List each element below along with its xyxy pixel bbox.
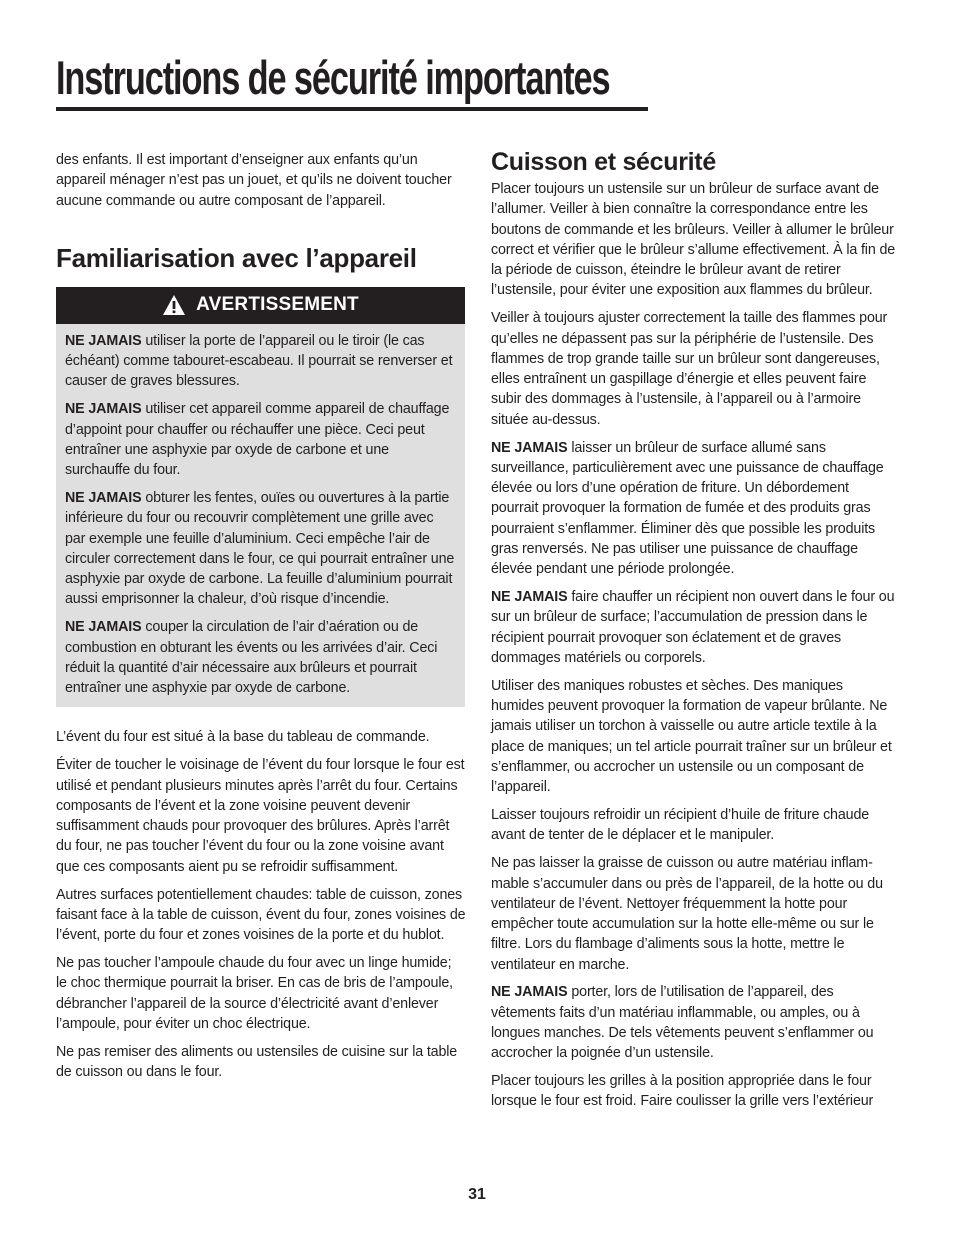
warning-item xyxy=(65,488,455,610)
warning-text: couper la circulation de l’air d’aération ou de combustion en obturant les évents ou les arrivées d’air. Ceci réduit la quantité d’air nécessaire aux brûleurs et pourrait entraîner une asphyxie par oxyde de carbone. xyxy=(65,619,438,697)
body-paragraph xyxy=(491,587,899,668)
paragraph-text: laisser un brûleur de surface allumé sans surveillance, particulièrement avec une puissance de chauffage élevée ou lors d’une opération de friture. Un débordement pourrait provoquer la formation de fumée et des produits gras pourraient s’enflammer. Éliminer dès que possible les produits gras renversés. Ne pas utiliser une puissance de chauffage élevée pendant une période prolongée. xyxy=(491,439,884,578)
warning-text: utiliser cet appareil comme appareil de chauffage d’appoint pour chauffer ou réchauffer une pièce. Ceci peut entraîner une asphyxie par oxyde de carbone et une surchauffe du four. xyxy=(65,401,450,479)
warning-lead: NE JAMAIS xyxy=(65,401,142,418)
body-paragraph: Autres surfaces potentiellement chaudes: table de cuisson, zones faisant face à la table de cuisson, évent du four, zones voisines de l’évent, porte du four et zones voisines de la porte et du hublot. xyxy=(56,886,466,944)
warning-item xyxy=(65,399,455,480)
page-number: 31 xyxy=(468,1186,486,1203)
body-paragraph: Ne pas laisser la graisse de cuisson ou autre matériau inflammable s’accumuler dans ou près de l’appareil, de la hotte ou du ventilateur de l’évent. Nettoyer fréquemment la hotte pour empêcher toute accumulation sur la hotte elle-même ou sur le filtre. Lors du flambage d’aliments sous la hotte, mettre le ventilateur en marche. xyxy=(491,855,883,973)
warning-lead: NE JAMAIS xyxy=(65,489,142,506)
body-paragraph: Utiliser des maniques robustes et sèches. Des maniques humides peuvent provoquer la formation de vapeur brûlante. Ne jamais utiliser un torchon à vaisselle ou autre article textile à la place de maniques; un tel article pourrait traîner sur un brûleur et s’enflammer, ou accrocher un ustensile ou un composant de l’appareil. xyxy=(491,677,892,796)
page-title: Instructions de sécurité importantes xyxy=(56,51,610,104)
body-paragraph: Placer toujours les grilles à la position appropriée dans le four lorsque le four est froid. Faire coulisser la grille vers l’extérieur xyxy=(491,1073,874,1110)
warning-lead: NE JAMAIS xyxy=(65,619,142,636)
left-column xyxy=(56,150,466,1090)
warning-item xyxy=(65,331,455,392)
warning-body xyxy=(56,324,465,708)
warning-text: utiliser la porte de l’appareil ou le tiroir (le cas échéant) comme tabouret-escabeau. Il pourrait se renverser et causer de graves blessures. xyxy=(65,332,453,390)
intro-paragraph: des enfants. Il est important d’enseigner aux enfants qu’un appareil ménager n’est pas un jouet, et qu’ils ne doivent toucher aucune commande ou autre composant de l’appareil. xyxy=(56,152,452,209)
body-paragraph: Veiller à toujours ajuster correctement la taille des flammes pour qu’elles ne dépassent pas sur la périphérie de l’ustensile. Des flammes de trop grande taille sur un brûleur sont dangereuses, elles entraînent un gaspillage d’énergie et elles peuvent faire subir des dommages à l’ustensile, à l’appareil ou à l’armoire située au-dessus. xyxy=(491,310,888,428)
body-paragraph: Placer toujours un ustensile sur un brûleur de surface avant de l’allumer. Veiller à bien connaître la correspondance entre les boutons de commande et les brûleurs. Veiller à allumer le brûleur correct et vérifier que le brûleur s’allume effectivement. À la fin de la période de cuisson, éteindre le brûleur avant de retirer l’ustensile, pour éviter une exposition aux flammes du brûleur. xyxy=(491,181,896,299)
right-column xyxy=(491,150,899,1119)
paragraph-text: faire chauffer un récipient non ouvert dans le four ou sur un brûleur de surface; l’accumulation de pression dans le récipient pourrait provoquer son éclatement et de graves dommages matériels ou corporels. xyxy=(491,589,895,667)
emphasis-lead: NE JAMAIS xyxy=(491,984,568,1001)
emphasis-lead: NE JAMAIS xyxy=(491,439,568,456)
body-paragraph: L’évent du four est situé à la base du tableau de commande. xyxy=(56,729,430,746)
title-underline xyxy=(56,107,648,111)
section-heading-cuisson: Cuisson et sécurité xyxy=(491,148,716,176)
warning-header xyxy=(56,287,465,324)
warning-triangle-icon xyxy=(162,294,186,316)
paragraph-text: porter, lors de l’utilisation de l’appareil, des vêtements faits d’un matériau inflammable, ou amples, ou à longues manches. De tels vêtements peuvent s’enflammer ou accrocher la poignée d’un ustensile. xyxy=(491,984,874,1062)
emphasis-lead: NE JAMAIS xyxy=(491,589,568,606)
body-paragraph: Ne pas toucher l’ampoule chaude du four avec un linge humide; le choc thermique pourrait la briser. En cas de bris de l’ampoule, débrancher l’appareil de la source d’électricité avant d’enlever l’ampoule, pour éviter un choc électrique. xyxy=(56,954,453,1032)
body-paragraph: Laisser toujours refroidir un récipient d’huile de friture chaude avant de tenter de le déplacer et le manipuler. xyxy=(491,807,870,844)
section-heading-familiarisation: Familiarisation avec l’appareil xyxy=(56,242,417,273)
warning-text: obturer les fentes, ouïes ou ouvertures à la partie inférieure du four ou recouvrir complètement une grille avec par exemple une feuille d’aluminium. Ceci empêche l’air de circuler correctement dans le four, ce qui pourrait entraîner une asphyxie par oxyde de carbone. La feuille d’aluminium pourrait aussi emprisonner la chaleur, d’où risque d’incendie. xyxy=(65,489,455,608)
body-paragraph xyxy=(491,438,899,580)
body-paragraph xyxy=(491,982,899,1063)
warning-box xyxy=(56,287,465,708)
body-paragraph: Ne pas remiser des aliments ou ustensiles de cuisine sur la table de cuisson ou dans le four. xyxy=(56,1043,458,1080)
body-paragraph: Éviter de toucher le voisinage de l’évent du four lorsque le four est utilisé et pendant plusieurs minutes après l’arrêt du four. Certains composants de l’évent et la zone voisine peuvent devenir suffisamment chauds pour provoquer des brûlures. Après l’arrêt du four, ne pas toucher l’évent du four ou la zone voisine avant que ces composants aient pu se refroidir suffisamment. xyxy=(56,757,465,875)
warning-label: AVERTISSEMENT xyxy=(196,294,359,316)
warning-lead: NE JAMAIS xyxy=(65,332,142,349)
warning-item xyxy=(65,617,455,698)
